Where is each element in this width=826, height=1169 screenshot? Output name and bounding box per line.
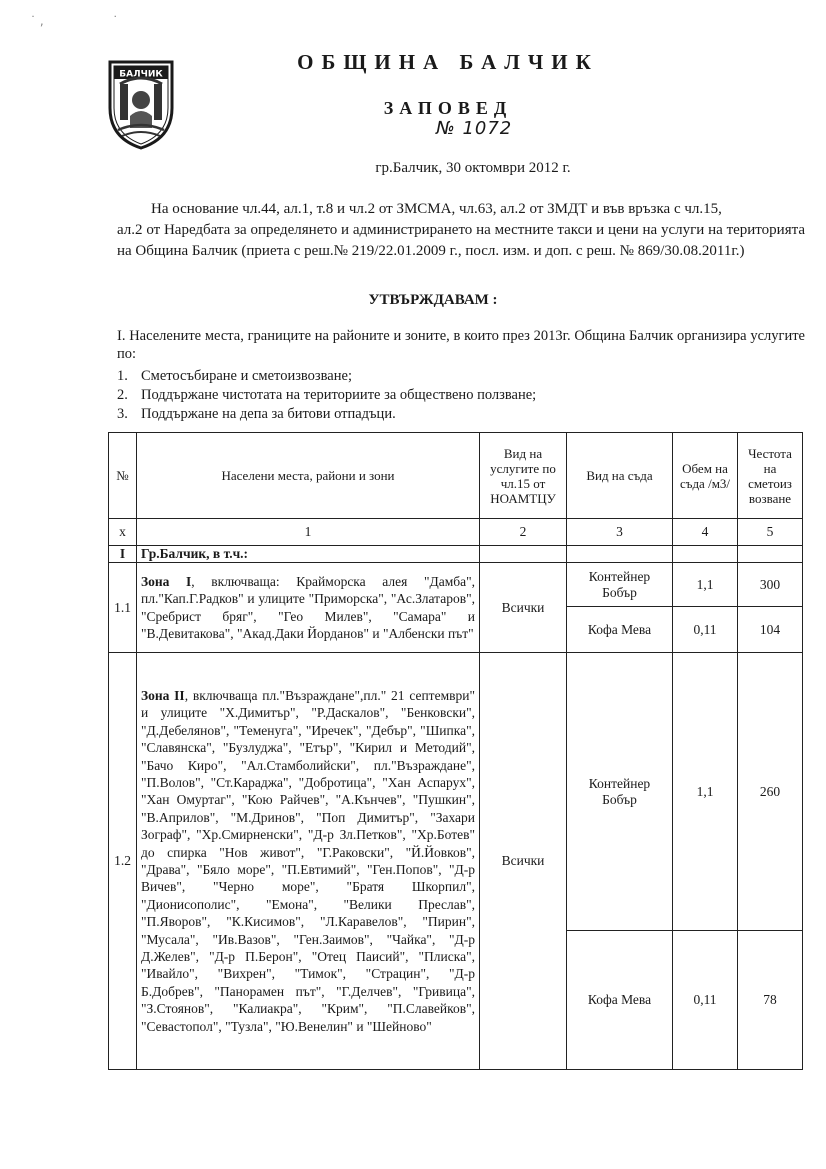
list-item-number: 2. (117, 387, 128, 403)
collection-frequency: 260 (738, 653, 803, 931)
container-volume: 0,11 (673, 931, 738, 1070)
list-item (117, 367, 536, 386)
zone2-label: Зона II (141, 687, 185, 703)
zone2-num: 1.2 (109, 653, 137, 1070)
header-frequency: Честота на сметоиз возване (738, 433, 803, 519)
zone2-service: Всички (480, 653, 567, 1070)
container-type: Кофа Мева (567, 607, 673, 653)
header-container: Вид на съда (567, 433, 673, 519)
list-item-number: 1. (117, 368, 128, 384)
collection-frequency: 78 (738, 931, 803, 1070)
zone1-label: Зона I (141, 573, 192, 589)
zone1-text: , включваща: Крайморска алея "Дамба", пл."Кап.Г.Радков" и улиците "Приморска", "Ас.Златаров", "Сребрист бряг", "Гео Милев", "Самара" и "В.Девитакова", "Акад.Даки Йорданов" и "Албенски път" (141, 573, 475, 641)
section-title: Гр.Балчик, в т.ч.: (137, 546, 480, 563)
table-row (109, 563, 803, 607)
document-type-title: ЗАПОВЕД (383, 98, 513, 118)
zone2-description (137, 653, 480, 1070)
header-places: Населени места, райони и зони (137, 433, 480, 519)
empty-cell (567, 546, 673, 563)
zone1-description (137, 563, 480, 653)
legal-basis-paragraph (117, 199, 805, 262)
svg-text:БАЛЧИК: БАЛЧИК (119, 69, 163, 80)
municipality-title: ОБЩИНА БАЛЧИК (297, 50, 599, 74)
header-service: Вид на услугите по чл.15 от НОАМТЦУ (480, 433, 567, 519)
zones-table (108, 432, 803, 1070)
list-item-text: Поддържане на депа за битови отпадъци. (141, 406, 396, 422)
container-type: Кофа Мева (567, 931, 673, 1070)
zone1-num: 1.1 (109, 563, 137, 653)
handwritten-order-number: № 1072 (436, 118, 513, 139)
collection-frequency: 300 (738, 563, 803, 607)
approve-heading: УТВЪРЖДАВАМ : (368, 292, 498, 308)
place-date-line: гр.Балчик, 30 октомври 2012 г. (375, 160, 571, 176)
table-index-row (109, 519, 803, 546)
index-cell: 1 (137, 519, 480, 546)
services-list (117, 367, 536, 424)
empty-cell (480, 546, 567, 563)
list-item (117, 386, 536, 405)
scan-specks: ˙ , ˙ (30, 14, 119, 28)
empty-cell (738, 546, 803, 563)
index-cell: 5 (738, 519, 803, 546)
container-type: Контейнер Бобър (567, 653, 673, 931)
legal-basis-rest: ал.2 от Наредбата за определянето и администрирането на местните такси и цени на услуги на територията на Община Балчик (приета с реш.№ 219/22.01.2009 г., посл. изм. и доп. с реш. № 869/30.08.2011г.) (117, 222, 805, 259)
table-header-row (109, 433, 803, 519)
container-type: Контейнер Бобър (567, 563, 673, 607)
list-item (117, 405, 536, 424)
index-cell: х (109, 519, 137, 546)
header-num: № (109, 433, 137, 519)
intro-paragraph: I. Населените места, границите на районите и зоните, в които през 2013г. Община Балчик организира услугите по: (117, 328, 805, 362)
index-cell: 3 (567, 519, 673, 546)
list-item-number: 3. (117, 406, 128, 422)
section-num: I (109, 546, 137, 563)
container-volume: 1,1 (673, 653, 738, 931)
zone1-service: Всички (480, 563, 567, 653)
index-cell: 4 (673, 519, 738, 546)
container-volume: 1,1 (673, 563, 738, 607)
zone2-text: , включваща пл."Възраждане",пл." 21 септември" и улиците "Х.Димитър", "Р.Даскалов", "Бенковски", "Д.Дебелянов", "Теменуга", "Иречек", "Дебър", "Шипка", "Славянска", "Бузлуджа", "Етър", "Кирил и Методий", "Бачо Киро", "Ал.Стамболийски", пл."Възраждане", "П.Волов", "Ст.Караджа", "Добротица", "Хан Аспарух", "Хан Омуртаг", "Кою Райчев", "А.Кънчев", "Пушкин", "В.Априлов", "М.Дринов", "Поп Димитър", "Захари Зограф", "Хр.Смирненски", "Д-р Зл.Петков", "Хр.Ботев" до спирка "Нов живот", "Г.Раковски", "Й.Йовков", "Драва", "Бяло море", "П.Евтимий", "Ген.Попов", "Д-р Вичев", "Черно море", "Братя Шкорпил", "Дионисополис", "Емона", "Велики Преслав", "П.Яворов", "К.Кисимов", "Л.Каравелов", "Пирин", "Мусала", "Ив.Вазов", "Ген.Заимов", "Чайка", "Д-р Д.Желев", "Д-р П.Берон", "Отец Паисий", "Плиска", "Ивайло", "Вихрен", "Тимок", "Страцин", "Д-р Б.Добрев", "Панорамен път", "Г.Делчев", "Гривица", "З.Стоянов", "Калиакра", "Крим", "П.Славейков", "Севастопол", "Тузла", "Ю.Венелин" и "Шейново" (141, 687, 475, 1034)
table-row (109, 653, 803, 931)
section-row (109, 546, 803, 563)
container-volume: 0,11 (673, 607, 738, 653)
legal-basis-line-1: На основание чл.44, ал.1, т.8 и чл.2 от ЗМСМА, чл.63, ал.2 от ЗМДТ и във връзка с чл.15, (151, 201, 722, 217)
empty-cell (673, 546, 738, 563)
list-item-text: Поддържане чистотата на териториите за обществено ползване; (141, 387, 537, 403)
index-cell: 2 (480, 519, 567, 546)
collection-frequency: 104 (738, 607, 803, 653)
list-item-text: Сметосъбиране и сметоизвозване; (141, 368, 352, 384)
header-volume: Обем на съда /м3/ (673, 433, 738, 519)
